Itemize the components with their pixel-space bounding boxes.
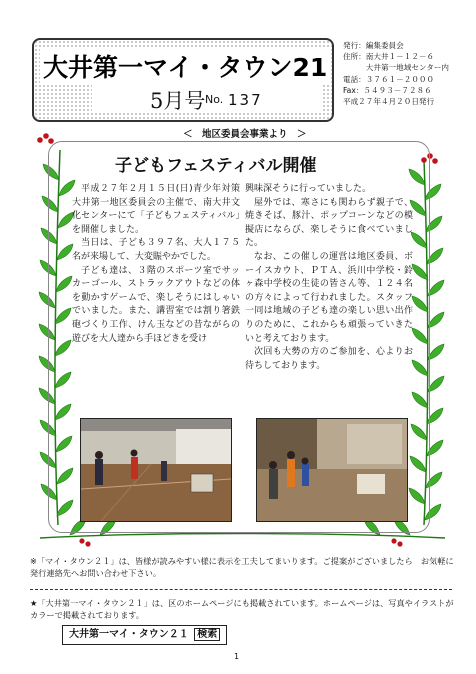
article-column-left xyxy=(72,183,240,346)
article-paragraph: なお、この催しの運営は地区委員、ボーイスカウト、ＰＴＡ、浜川中学校・鈴ヶ森中学校の生徒の皆さん等、１２４名の方々によって行われました。スタッフ一同は地域の子ども達の楽しい思い出作りのために、これからも頑張っていきたいと考えております。 xyxy=(245,251,413,344)
divider xyxy=(30,589,452,590)
website-note: ★「大井第一マイ・タウン２１」は、区のホームページにも掲載されています。ホームページは、写真やイラストがカラーで掲載されております。 xyxy=(30,598,454,620)
search-query: 大井第一マイ・タウン２１ xyxy=(69,629,189,640)
page-number: 1 xyxy=(234,652,240,661)
article-paragraph: 次回も大勢の方のご参加を、心よりお待ちしております。 xyxy=(245,347,413,371)
search-button[interactable]: 検索 xyxy=(194,628,220,641)
issue-number-label: No. xyxy=(205,93,224,106)
article-paragraph: 興味深そうに行っていました。 xyxy=(245,184,372,194)
article-paragraph: 平成２７年２月１５日(日)青少年対策大井第一地区委員会の主催で、南大井文化センターにて「子どもフェスティバル」を開催しました。 xyxy=(72,184,240,235)
article-paragraph: 屋外では、寒さにも関わらず親子で、焼きそば、豚汁、ポップコーンなどの模擬店にならび、楽しそうに食べていました。 xyxy=(245,197,413,249)
article-paragraph: 子ども達は、３階のスポーツ室でサッカーゴール、ストラックアウトなどの体を動かすゲームで、楽しそうにはしゃいでいました。また、講習室では割り箸鉄砲づくり工作、けん玉などの昔ながらの遊びを大人達から手ほどきを受け xyxy=(72,265,240,344)
reader-note: ※「マイ・タウン２１」は、皆様が読みやすい様に表示を工夫してまいります。ご提案がございましたら お気軽に発行連絡先へお問い合わせ下さい。 xyxy=(30,556,454,578)
newsletter-title: 大井第一マイ・タウン21 xyxy=(40,47,330,85)
publisher-phone: 電話：３７６１－２０００ xyxy=(343,74,435,84)
section-heading: ＜ 地区委員会事業より ＞ xyxy=(183,129,307,140)
article-title: 子どもフェスティバル開催 xyxy=(115,156,317,176)
search-box[interactable] xyxy=(62,625,227,645)
issue-month: 5月号 xyxy=(150,89,206,113)
publisher-address-2: 大井第一地域センター内 xyxy=(343,63,450,73)
publisher-address: 住所：南大井１－１２－６ xyxy=(343,52,435,62)
issue-number: 137 xyxy=(228,91,263,109)
article-paragraph: 当日は、子ども３９７名、大人１７５名が来場して、大変賑やかでした。 xyxy=(72,238,240,262)
photo-hall-event xyxy=(256,418,408,522)
publisher-line: 発行：編集委員会 xyxy=(343,41,404,50)
photo-indoor-games xyxy=(80,418,232,522)
publish-date: 平成２７年４月２０日発行 xyxy=(343,97,435,107)
publisher-fax: Fax：５４９３－７２８６ xyxy=(343,85,432,95)
article-column-right xyxy=(245,183,413,373)
